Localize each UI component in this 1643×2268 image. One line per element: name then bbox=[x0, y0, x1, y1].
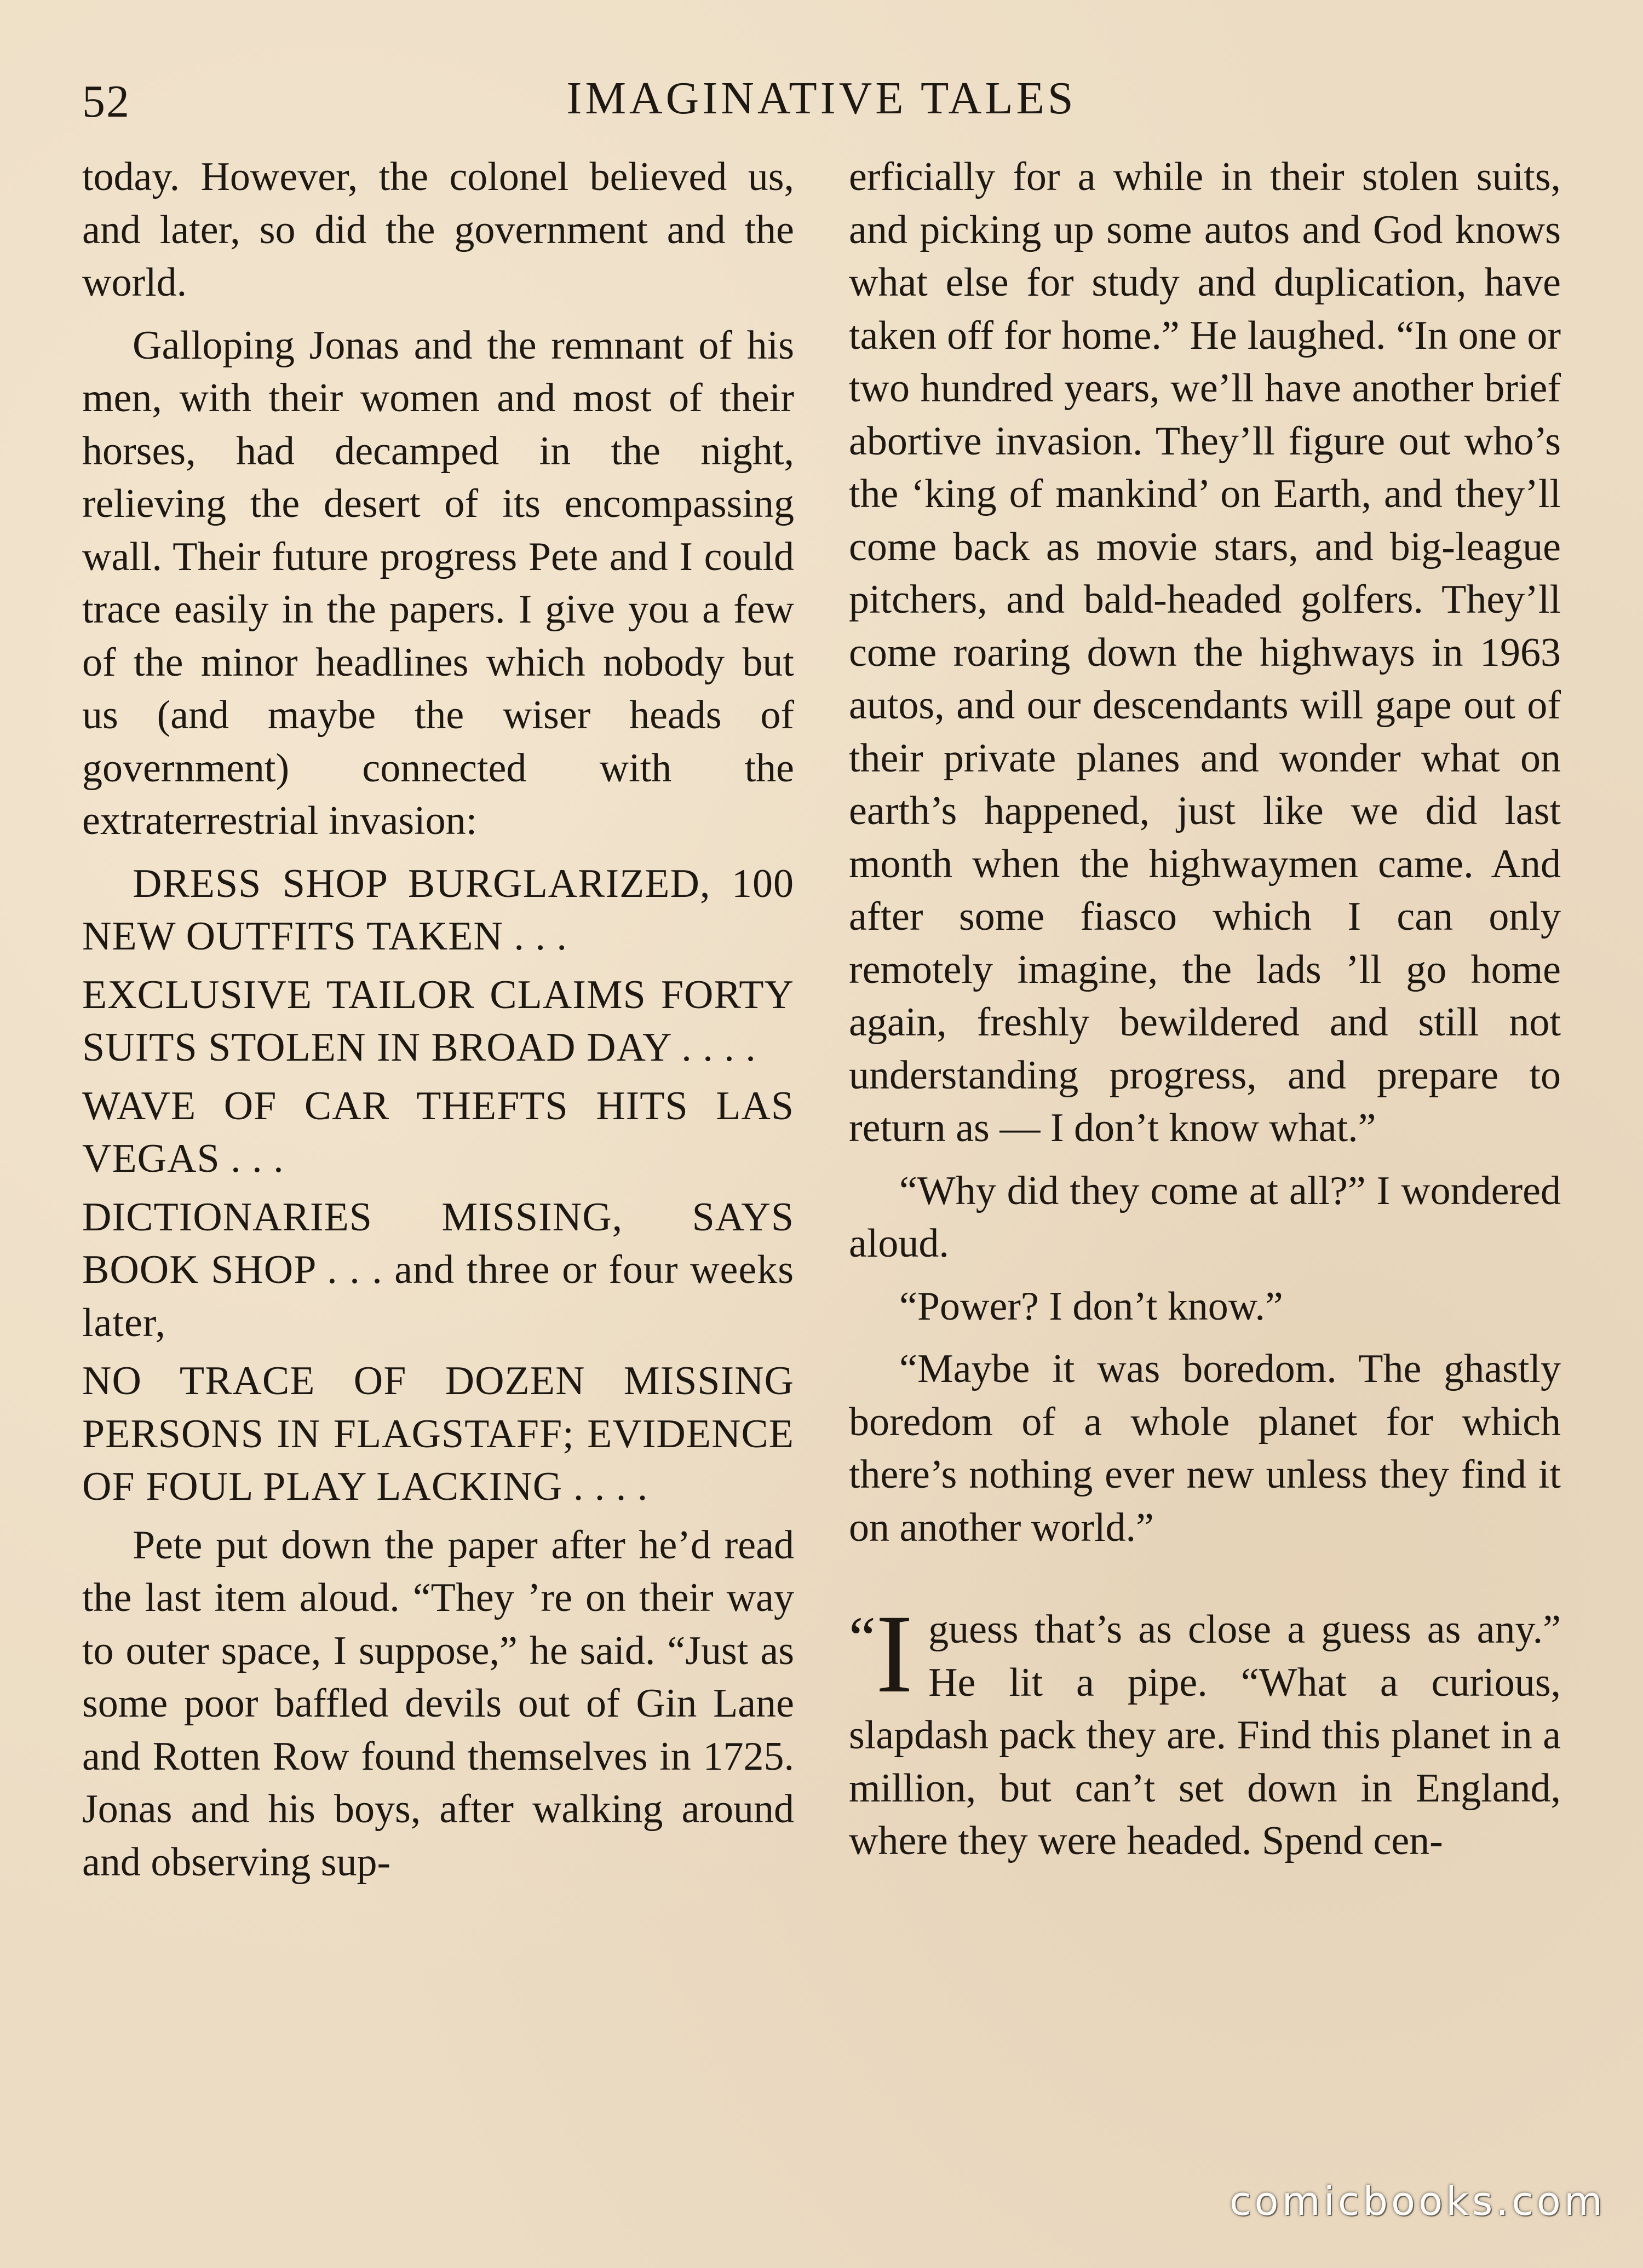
headline-caps: DICTIONARIES MISSING, SAYS BOOK SHOP . . . bbox=[82, 1194, 794, 1292]
headline-item: NO TRACE OF DOZEN MISSING PERSONS IN FLAGSTAFF; EVIDENCE OF FOUL PLAY LACKING . . . . bbox=[82, 1359, 794, 1509]
right-column bbox=[849, 151, 1561, 1878]
paragraph: today. However, the colonel believed us, and later, so did the government and the world. bbox=[82, 154, 794, 305]
paragraph: “Why did they come at all?” I wondered aloud. bbox=[849, 1168, 1561, 1266]
headline-item: EXCLUSIVE TAILOR CLAIMS FORTY SUITS STOLEN IN BROAD DAY . . . . bbox=[82, 972, 794, 1070]
paragraph: erficially for a while in their stolen suits, and picking up some autos and God knows what else for study and duplication, have taken off for home.” He laughed. “In one or two hundred years, we’ll have another brief abortive invasion. They’ll figure out who’s the ‘king of mankind’ on Earth, and they’ll come back as movie stars, and big-league pitchers, and bald-headed golfers. They’ll come roaring down the highways in 1963 autos, and our descendants will gape out of their private planes and wonder what on earth’s happened, just like we did last month when the highwaymen came. And after some fiasco which I can only remotely imagine, the lads ’ll go home again, freshly bewildered and still not understanding progress, and prepare to return as — I don’t know what.” bbox=[849, 154, 1561, 1150]
headline-item: WAVE OF CAR THEFTS HITS LAS VEGAS . . . bbox=[82, 1083, 794, 1181]
paragraph: “Maybe it was boredom. The ghastly boredom of a whole planet for which there’s nothing ever new unless they find it on another world.” bbox=[849, 1346, 1561, 1550]
drop-cap-letter: I bbox=[875, 1592, 914, 1716]
left-column bbox=[82, 151, 794, 1898]
paragraph: Pete put down the paper after he’d read the last item aloud. “They ’re on their way to outer space, I suppose,” he said. “Just as some poor baffled devils out of Gin Lane and Rotten Row found themselves in 1725. Jonas and his boys, after walking around and observing sup- bbox=[82, 1522, 794, 1885]
running-head: IMAGINATIVE TALES bbox=[566, 73, 1077, 124]
paragraph: Galloping Jonas and the remnant of his men, with their women and most of their horses, had decamped in the night, relieving the desert of its encompassing wall. Their future progress Pete and I could trace easily in the papers. I give you a few of the minor headlines which nobody but us (and maybe the wiser heads of government) connected with the extraterrestrial invasion: bbox=[82, 323, 794, 843]
dropcap-paragraph-text: guess that’s as close a guess as any.” He lit a pipe. “What a curious, slapdash pack they are. Find this planet in a million, but can’t set down in England, where they were headed. Spend cen- bbox=[849, 1607, 1561, 1863]
drop-cap bbox=[849, 1592, 914, 1716]
headline-tail: and three or four weeks later, bbox=[82, 1247, 794, 1345]
headline-item: DRESS SHOP BURGLARIZED, 100 NEW OUTFITS TAKEN . . . bbox=[82, 861, 794, 959]
page-number: 52 bbox=[82, 76, 130, 127]
paragraph: “Power? I don’t know.” bbox=[899, 1283, 1283, 1329]
headline-item bbox=[82, 1191, 794, 1350]
dropcap-paragraph bbox=[849, 1592, 1561, 1868]
drop-cap-quote: “ bbox=[849, 1604, 876, 1671]
watermark-logo: comicbooks.com bbox=[1229, 2178, 1606, 2224]
